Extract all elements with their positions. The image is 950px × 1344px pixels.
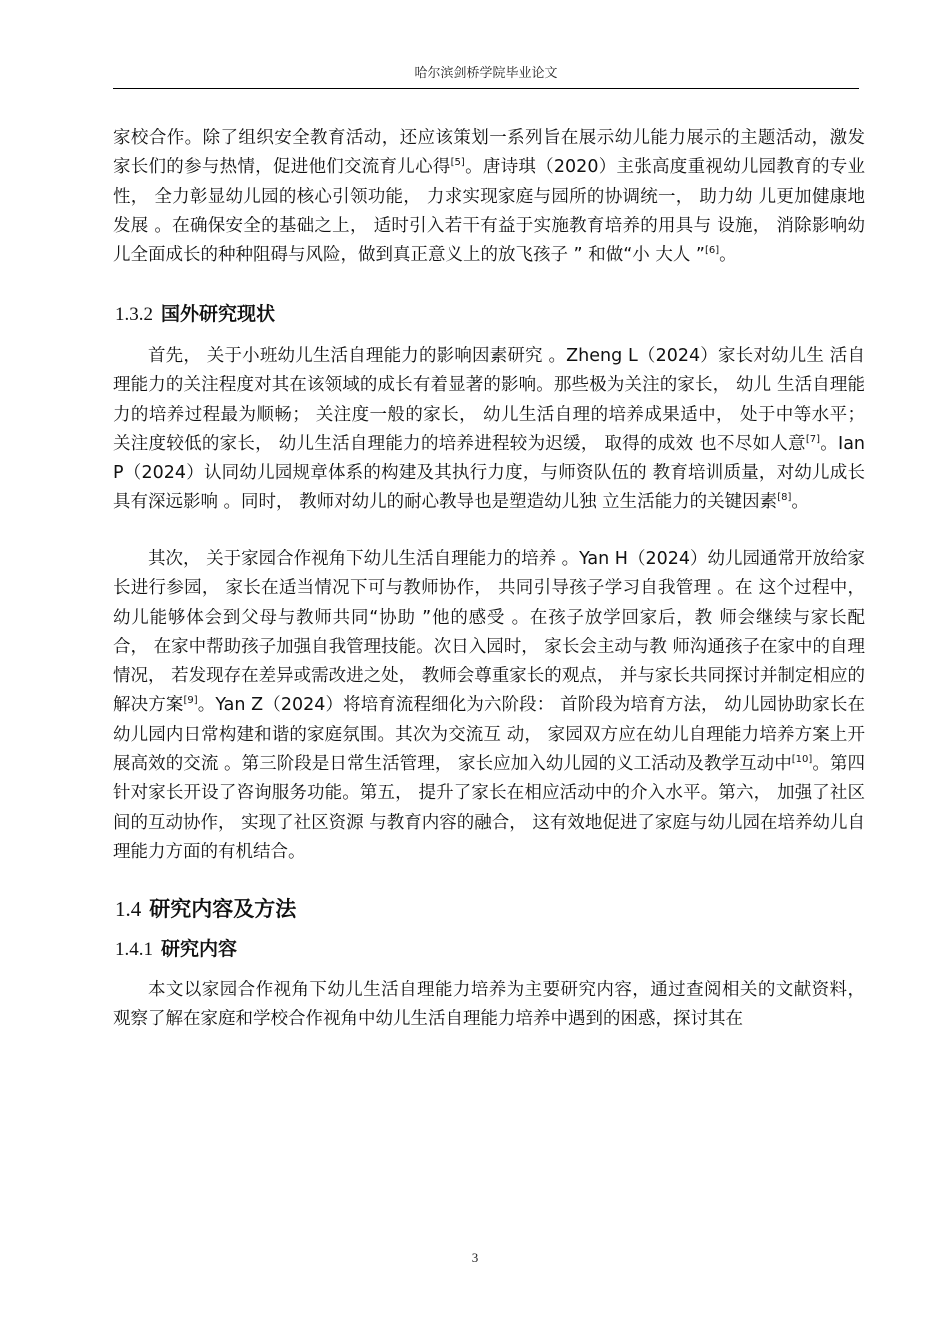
paragraph-text: 其次， 关于家园合作视角下幼儿生活自理能力的培养 。Yan H（2024）幼儿园通常开放给家长进行参园， 家长在适当情况下可与教师协作， 共同引导孩子学习自我管理 。在 这个过程中， 幼儿能够体会到父母与教师共同“协助 ”他的感受 。在孩子放学回家后，教 师会继续与家长配合， 在家中帮助孩子加强自我管理技能。次日入园时， 家长会主动与教 师沟通孩子在家中的自理情况， 若发现存在差异或需改进之处， 教师会尊重家长的观点， 并与家长共同探讨并制定相应的解决方案 — [113, 549, 865, 716]
paragraph-foreign-1 — [113, 342, 865, 518]
section-heading-1-4-1 — [115, 934, 237, 961]
citation-ref: [7] — [805, 433, 820, 445]
paragraph-text: 。第四针对家长开设了咨询服务功能。第五， 提升了家长在相应活动中的介入水平。第六， 加强了社区间的互动协作， 实现了社区资源 与教育内容的融合， 这有效地促进了家庭与幼儿园在培养幼儿自理能力方面的有机结合。 — [113, 754, 866, 862]
paragraph-foreign-2 — [113, 545, 865, 867]
paragraph-text: 。Yan Z（2024）将培育流程细化为六阶段： 首阶段为培育方法， 幼儿园协助家长在幼儿园内日常构建和谐的家庭氛围。其次为交流互 动， 家园双方应在幼儿自理能力培养方案上开展高效的交流 。第三阶段是日常生活管理， 家长应加入幼儿园的义工活动及教学互动中 — [113, 695, 866, 775]
heading-text: 研究内容 — [161, 938, 238, 960]
paragraph-text: 。 — [719, 245, 737, 266]
heading-text: 研究内容及方法 — [149, 897, 297, 921]
paragraph-text: 家校合作。除了组织安全教育活动，还应该策划一系列旨在展示幼儿能力展示的主题活动，激发家长们的参与热情，促进他们交流育儿心得 — [113, 128, 865, 178]
paragraph-text: 。Ian P（2024）认同幼儿园规章体系的构建及其执行力度，与师资队伍的 教育培训质量，对幼儿成长具有深远影响 。同时， 教师对幼儿的耐心教导也是塑造幼儿独 立生活能力的关键因素 — [113, 433, 866, 513]
paragraph-text: 首先， 关于小班幼儿生活自理能力的影响因素研究 。Zheng L（2024）家长对幼儿生 活自理能力的关注程度对其在该领域的成长有着显著的影响。那些极为关注的家长， 幼儿 生活自理能力的培养过程最为顺畅； 关注度一般的家长， 幼儿生活自理的培养成果适中， 处于中等水平； 关注度较低的家长， 幼儿生活自理能力的培养进程较为迟缓， 取得的成效 也不尽如人意 — [113, 346, 865, 454]
running-header: 哈尔滨剑桥学院毕业论文 — [414, 66, 558, 81]
heading-number: 1.4 — [115, 897, 142, 921]
paragraph-intro — [113, 124, 865, 270]
page-number: 3 — [471, 1250, 479, 1265]
citation-ref: [9] — [183, 695, 198, 707]
citation-ref: [5] — [450, 157, 465, 169]
paragraph-research-content: 本文以家园合作视角下幼儿生活自理能力培养为主要研究内容，通过查阅相关的文献资料， 观察了解在家庭和学校合作视角中幼儿生活自理能力培养中遇到的困惑，探讨其在 — [113, 980, 865, 1030]
heading-number: 1.3.2 — [115, 304, 153, 325]
citation-ref: [6] — [704, 245, 720, 257]
paragraph-text: 。 — [791, 492, 809, 513]
heading-text: 国外研究现状 — [161, 303, 276, 325]
heading-number: 1.4.1 — [115, 939, 153, 960]
header-rule — [113, 88, 859, 89]
citation-ref: [10] — [791, 754, 813, 766]
paragraph-text: 。唐诗琪（2020）主张高度重视幼儿园教育的专业性， 全力彰显幼儿园的核心引领功能， 力求实现家庭与园所的协调统一， 助力幼 儿更加健康地发展 。在确保安全的基础之上， 适时引入若干有益于实施教育培养的用具与 设施， 消除影响幼儿全面成长的种种阻碍与风险，做到真正意义上的放飞孩子 ” 和做“小 大人 ” — [113, 157, 865, 266]
citation-ref: [8] — [777, 492, 792, 504]
section-heading-1-3-2 — [115, 299, 275, 326]
section-heading-1-4 — [115, 893, 296, 923]
